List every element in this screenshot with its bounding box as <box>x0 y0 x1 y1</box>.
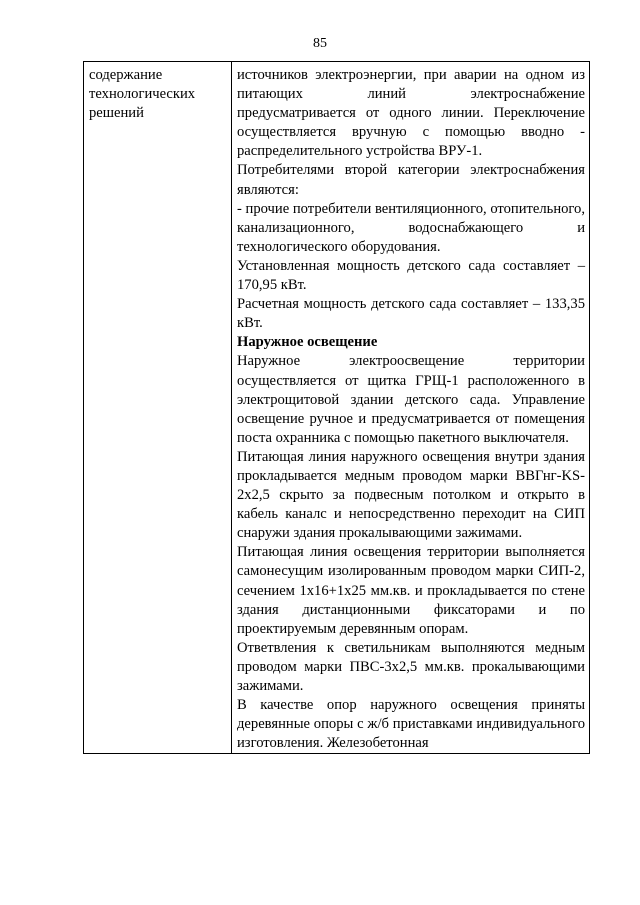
paragraph-continuation: источников электроэнергии, при аварии на одном из питающих линий электроснабжение предусматривается от одного линии. Переключение осуществляется вручную с помощью вводно - распределительного устройства ВРУ-1. <box>237 67 585 160</box>
subheading-outdoor-lighting: Наружное освещение <box>237 334 378 351</box>
content-table <box>83 61 590 754</box>
paragraph-installed-power: Установленная мощность детского сада составляет – 170,95 кВт. <box>237 257 585 294</box>
paragraph-consumers-list: - прочие потребители вентиляционного, отопительного, канализационного, водоснабжающего и технологического оборудования. <box>237 200 585 255</box>
paragraph-branches: Ответвления к светильникам выполняются медным проводом марки ПВС-3х2,5 мм.кв. прокалывающими зажимами. <box>237 639 585 694</box>
section-label-cell <box>84 62 232 754</box>
table-row <box>84 62 590 754</box>
paragraph-poles: В качестве опор наружного освещения приняты деревянные опоры с ж/б приставками индивидуального изготовления. Железобетонная <box>237 697 585 752</box>
section-label-line: содержание <box>89 67 163 83</box>
section-content-cell <box>232 62 590 754</box>
paragraph-supply-line-territory: Питающая линия освещения территории выполняется самонесущим изолированным проводом марки СИП-2, сечением 1х16+1х25 мм.кв. и прокладывается по стене здания дистанционными фиксаторами и по проектируемым деревянным опорам. <box>237 544 585 637</box>
section-label-line: технологических <box>89 86 196 103</box>
paragraph-outdoor-lighting: Наружное электроосвещение территории осуществляется от щитка ГРЩ-1 расположенного в электрощитовой здании детского сада. Управление освещение ручное и предусматривается от помещения поста охранника с помощью пакетного выключателя. <box>237 353 585 446</box>
page-number: 85 <box>313 36 327 51</box>
paragraph-supply-line-inside: Питающая линия наружного освещения внутри здания прокладывается медным проводом марки ВВГнг-KS-2х2,5 скрыто за подвесным потолком и открыто в кабель каналс и непосредственно переходит на СИП снаружи здания прокалывающими зажимами. <box>237 448 585 542</box>
paragraph-calculated-power: Расчетная мощность детского сада составляет – 133,35 кВт. <box>237 296 585 332</box>
section-label-line: решений <box>89 105 144 122</box>
paragraph-consumers-intro: Потребителями второй категории электроснабжения являются: <box>237 162 585 198</box>
